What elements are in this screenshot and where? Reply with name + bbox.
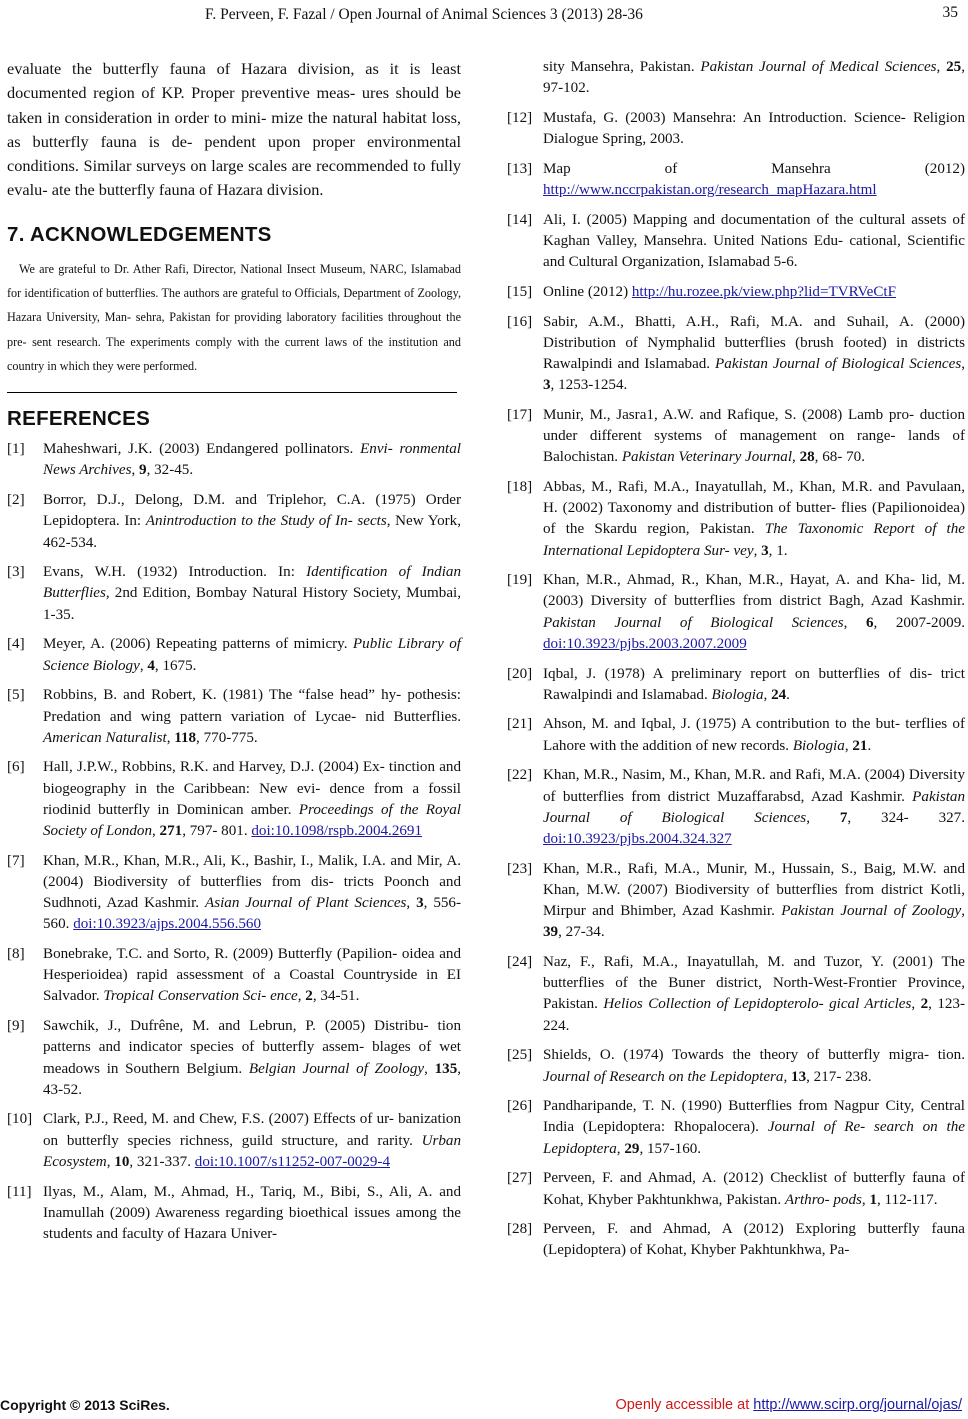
reference-pages: , 1.: [768, 542, 788, 559]
reference-item: [7, 1182, 461, 1246]
reference-number: [10]: [7, 1111, 33, 1128]
reference-authors-title: Iqbal, J. (1978) A preliminary report on butterflies of dis- trict Rawalpindi and Islamabad.: [543, 665, 965, 703]
reference-authors-title: Pandharipande, T. N. (1990) Butterflies from Nagpur City, Central India (Lepidoptera: Rhopalocera).: [543, 1098, 965, 1136]
reference-separator: ,: [961, 903, 965, 920]
reference-link[interactable]: doi:10.1098/rspb.2004.2691: [251, 823, 423, 840]
reference-text: [543, 477, 965, 562]
reference-list-right: [507, 57, 965, 1262]
reference-text: [43, 851, 461, 936]
reference-pages: , 2007-2009.: [873, 614, 966, 631]
reference-link[interactable]: doi:10.3923/ajps.2004.556.560: [73, 916, 262, 933]
reference-volume: 135: [434, 1060, 458, 1077]
reference-authors-title: Munir, M., Jasra1, A.W. and Rafique, S. (2008) Lamb pro- duction under different systems of management on range- lands of Balochistan.: [543, 406, 965, 466]
reference-pages: , 34-51.: [312, 988, 360, 1005]
section-divider: [7, 392, 457, 393]
reference-pages: , 770-775.: [196, 729, 258, 746]
reference-item: [7, 944, 461, 1008]
reference-number: [25]: [507, 1047, 533, 1064]
reference-number: [507, 57, 543, 99]
acknowledgements-text: We are grateful to Dr. Ather Rafi, Director, National Insect Museum, NARC, Islamabad for identification of butterflies. The authors are grateful to Officials, Department of Zoology, Hazara University, Man- sehra, Pakistan for providing laboratory facilities throughout the pre- sent research. The experiments comply with the current laws of the institution and country in which they were performed.: [7, 261, 461, 373]
reference-text: [543, 1168, 965, 1210]
reference-journal: Biologia: [792, 737, 845, 754]
reference-pages: , 797- 801.: [182, 823, 252, 840]
left-column: [7, 57, 461, 1254]
reference-volume: 3: [761, 542, 769, 559]
reference-authors-title: Maheshwari, J.K. (2003) Endangered pollinators.: [43, 441, 361, 458]
reference-volume: 2: [920, 996, 929, 1013]
reference-number: [22]: [507, 767, 533, 784]
reference-pages: , 1675.: [154, 657, 197, 674]
reference-journal: Public Library of Science Biology: [43, 636, 461, 674]
reference-volume: 28: [799, 449, 815, 466]
reference-authors-title: Meyer, A. (2006) Repeating patterns of mimicry.: [43, 636, 353, 653]
reference-volume: 1: [869, 1191, 877, 1208]
reference-pages: , 217- 238.: [806, 1068, 872, 1085]
reference-text: [43, 634, 461, 676]
reference-item: [507, 952, 965, 1037]
reference-journal: Urban Ecosystem: [43, 1132, 461, 1170]
reference-item: [507, 405, 965, 469]
reference-item: [507, 765, 965, 850]
reference-separator: ,: [961, 355, 965, 372]
reference-pages: , 157-160.: [639, 1140, 702, 1157]
reference-separator: ,: [297, 988, 306, 1005]
reference-text: [43, 439, 461, 481]
reference-text: [543, 765, 965, 850]
reference-journal: Anintroduction to the Study of In- sects: [145, 513, 387, 530]
reference-text: [543, 312, 965, 397]
reference-item: [7, 490, 461, 554]
reference-number: [20]: [507, 665, 533, 682]
reference-number: [27]: [507, 1170, 533, 1187]
reference-text: [43, 562, 461, 626]
reference-text: [543, 1096, 965, 1160]
reference-separator: ,: [139, 657, 148, 674]
reference-text: [543, 1219, 965, 1261]
reference-item: [507, 570, 965, 655]
reference-separator: ,: [763, 686, 772, 703]
reference-journal: Tropical Conservation Sci- ence: [103, 988, 298, 1005]
reference-item: [7, 757, 461, 842]
reference-number: [18]: [507, 478, 533, 495]
reference-item: [507, 1096, 965, 1160]
reference-authors-title: Ali, I. (2005) Mapping and documentation of the cultural assets of Kaghan Valley, Mansehra. United Nations Edu- cational, Scientific and Cultural Organization, Islamabad 5-6.: [543, 211, 965, 271]
reference-separator: ,: [106, 1153, 115, 1170]
reference-journal: Pakistan Journal of Medical Sciences: [700, 59, 937, 75]
reference-journal: American Naturalist: [43, 729, 167, 746]
reference-item: [7, 851, 461, 936]
reference-journal: Helios Collection of Lepidopterolo- gical Articles: [603, 996, 912, 1013]
reference-number: [3]: [7, 564, 25, 581]
reference-number: [15]: [507, 283, 533, 300]
reference-text: [543, 108, 965, 150]
reference-item: [507, 1045, 965, 1087]
reference-authors-title: Sawchik, J., Dufrêne, M. and Lebrun, P. (2005) Distribu- tion patterns and indicator species of butterfly assem- blages of wet meadows in Southern Belgium.: [43, 1018, 461, 1077]
reference-text: [43, 757, 461, 842]
reference-item: [507, 57, 965, 99]
reference-volume: 2: [305, 988, 313, 1005]
reference-link[interactable]: http://www.nccrpakistan.org/research_mapHazara.html: [543, 182, 877, 199]
reference-pages: , 27-34.: [558, 924, 605, 941]
reference-authors-title: Borror, D.J., Delong, D.M. and Triplehor, C.A. (1975) Order Lepidoptera. In:: [43, 492, 461, 530]
reference-journal: Journal of Research on the Lepidoptera: [543, 1068, 784, 1085]
page-footer: [0, 1397, 968, 1419]
acknowledgements-heading: 7. ACKNOWLEDGEMENTS: [7, 222, 272, 246]
reference-link[interactable]: doi:10.1007/s11252-007-0029-4: [194, 1153, 390, 1170]
reference-pages: .: [786, 686, 790, 703]
reference-journal: Arthro- pods: [784, 1191, 862, 1208]
copyright-notice: Copyright © 2013 SciRes.: [0, 1397, 170, 1413]
reference-pages: , 321-337.: [129, 1153, 195, 1170]
reference-separator: ,: [406, 895, 417, 912]
page-number: 35: [942, 4, 958, 21]
reference-item: [507, 477, 965, 562]
reference-volume: 25: [946, 59, 962, 75]
reference-text: [43, 685, 461, 749]
reference-pages: , 112-117.: [877, 1191, 938, 1208]
reference-item: [7, 439, 461, 481]
open-access-notice: [615, 1397, 962, 1413]
reference-journal: Pakistan Journal of Biological Sciences: [543, 614, 844, 631]
reference-authors-title: Mustafa, G. (2003) Mansehra: An Introduction. Science- Religion Dialogue Spring, 2003.: [543, 109, 965, 148]
reference-authors-title: Khan, M.R., Nasim, M., Khan, M.R. and Rafi, M.A. (2004) Diversity of butterflies from district Muzaffarabsd, Azad Kashmir.: [543, 767, 965, 805]
reference-journal: Pakistan Journal of Biological Sciences: [715, 355, 962, 372]
reference-separator: ,: [166, 729, 175, 746]
reference-number: [8]: [7, 946, 25, 963]
reference-separator: ,: [792, 449, 800, 466]
reference-pages: , 43-52.: [43, 1060, 462, 1098]
reference-separator: ,: [783, 1068, 792, 1085]
reference-separator: ,: [936, 59, 947, 75]
reference-pages: , 97-102.: [543, 59, 965, 97]
reference-volume: 13: [791, 1068, 807, 1085]
reference-text: [543, 952, 965, 1037]
reference-authors-title: sity Mansehra, Pakistan.: [543, 59, 701, 75]
reference-authors-title: Perveen, F. and Ahmad, A. (2012) Checklist of butterfly fauna of Kohat, Khyber Pakhtunkhwa, Pakistan.: [543, 1170, 965, 1208]
reference-volume: 6: [865, 614, 874, 631]
reference-volume: 9: [139, 462, 147, 479]
reference-list-left: [7, 439, 461, 1245]
reference-volume: 10: [114, 1153, 130, 1170]
reference-number: [19]: [507, 572, 533, 589]
reference-volume: 4: [147, 657, 155, 674]
reference-authors-title: Naz, F., Rafi, M.A., Inayatullah, M. and Tuzor, Y. (2001) The butterflies of the Buner district, North-West-Frontier Province, Pakistan.: [543, 954, 965, 1013]
reference-separator: , 2nd Edition, Bombay Natural History Society, Mumbai, 1-35.: [43, 585, 461, 623]
reference-separator: ,: [844, 737, 853, 754]
reference-journal: Belgian Journal of Zoology: [248, 1060, 425, 1077]
reference-journal: Identification of Indian Butterflies: [43, 564, 462, 602]
reference-volume: 118: [174, 729, 197, 746]
reference-text: [543, 859, 965, 944]
reference-link[interactable]: http://hu.rozee.pk/view.php?lid=TVRVeCtF: [631, 283, 897, 300]
reference-text: [543, 57, 965, 99]
page-header: [0, 4, 968, 26]
reference-authors-title: Hall, J.P.W., Robbins, R.K. and Harvey, D.J. (2004) Ex- tinction and biogeography in the Caribbean: New evi- dence from a fossil riodinid butterfly in Dominican amber.: [43, 759, 461, 818]
references-heading: REFERENCES: [7, 407, 151, 431]
reference-authors-title: Ahson, M. and Iqbal, J. (1975) A contribution to the but- terflies of Lahore with the addition of new records.: [543, 716, 965, 754]
reference-pages: .: [867, 737, 872, 754]
reference-number: [26]: [507, 1098, 533, 1115]
reference-link[interactable]: doi:10.3923/pjbs.2004.324.327: [543, 831, 732, 847]
reference-text: [43, 1109, 461, 1173]
reference-authors-title: Ilyas, M., Alam, M., Ahmad, H., Tariq, M., Bibi, S., Ali, A. and Inamullah (2009) Awareness regarding bioethical issues among the students and faculty of Hazara Univer-: [43, 1183, 461, 1242]
reference-volume: 24: [771, 686, 787, 703]
reference-pages: , 123-224.: [543, 996, 966, 1034]
reference-number: [6]: [7, 759, 25, 776]
reference-text: [543, 1045, 965, 1087]
reference-journal: Envi- ronmental News Archives: [43, 441, 461, 479]
reference-number: [28]: [507, 1221, 533, 1238]
reference-authors-title: Clark, P.J., Reed, M. and Chew, F.S. (2007) Effects of ur- banization on butterfly species richness, guild structure, and rarity.: [43, 1111, 461, 1149]
journal-link[interactable]: http://www.scirp.org/journal/ojas/: [753, 1397, 962, 1413]
reference-number: [17]: [507, 406, 533, 423]
reference-item: [507, 210, 965, 274]
reference-authors-title: Perveen, F. and Ahmad, A (2012) Exploring butterfly fauna (Lepidoptera) of Kohat, Khyber Pakhtunkhwa, Pa-: [543, 1221, 965, 1259]
reference-volume: 3: [543, 377, 551, 394]
reference-number: [4]: [7, 636, 25, 653]
reference-item: [507, 664, 965, 706]
reference-pages: , 556-560.: [43, 895, 461, 933]
reference-item: [507, 859, 965, 944]
reference-item: [507, 714, 965, 756]
reference-item: [7, 634, 461, 676]
reference-authors-title: Bonebrake, T.C. and Sorto, R. (2009) Butterfly (Papilion- oidea and Hesperioidea) rapid assessment of a Coastal Countryside in EI Salvador.: [43, 946, 461, 1005]
reference-text: [43, 1016, 461, 1101]
reference-number: [24]: [507, 954, 533, 971]
reference-text: [43, 944, 461, 1008]
reference-authors-title: Sabir, A.M., Bhatti, A.H., Rafi, M.A. and Suhail, A. (2000) Distribution of Nymphalid butterflies (brush footed) in districts Rawalpindi and Islamabad.: [543, 313, 965, 372]
reference-pages: , 1253-1254.: [550, 377, 628, 394]
reference-authors-title: Khan, M.R., Ahmad, R., Khan, M.R., Hayat, A. and Kha- lid, M. (2003) Diversity of butterflies from district Bagh, Azad Kashmir.: [543, 572, 965, 610]
reference-number: [13]: [507, 160, 533, 177]
reference-text: [43, 1182, 461, 1246]
reference-separator: ,: [152, 823, 160, 840]
reference-text: [543, 282, 965, 303]
reference-pages: , 324- 327.: [847, 809, 966, 826]
reference-number: [2]: [7, 492, 25, 509]
reference-pages: , 32-45.: [146, 462, 194, 479]
reference-authors-title: Robbins, B. and Robert, K. (1981) The “false head” hy- pothesis: Predation and wing pattern variation of Lycae- nid Butterflies.: [43, 687, 461, 725]
reference-number: [14]: [507, 211, 533, 228]
reference-journal: Asian Journal of Plant Sciences: [204, 895, 407, 912]
reference-item: [7, 562, 461, 626]
reference-authors-title: Khan, M.R., Rafi, M.A., Munir, M., Hussain, S., Baig, M.W. and Khan, M.W. (2007) Biodiversity of butterflies from district Kotli, Mirpur and Bhimber, Azad Kashmir.: [543, 860, 965, 920]
reference-text: [543, 405, 965, 469]
reference-item: [507, 1219, 965, 1261]
reference-number: [21]: [507, 716, 533, 733]
reference-journal: Biologia: [711, 686, 764, 703]
reference-text: [543, 570, 965, 655]
reference-item: [507, 312, 965, 397]
reference-separator: ,: [131, 462, 140, 479]
reference-separator: ,: [753, 542, 762, 559]
reference-text: [543, 714, 965, 756]
reference-link[interactable]: doi:10.3923/pjbs.2003.2007.2009: [543, 635, 747, 652]
reference-separator: ,: [911, 996, 921, 1013]
reference-volume: 21: [852, 737, 868, 754]
reference-volume: 29: [624, 1140, 640, 1157]
reference-number: [9]: [7, 1018, 25, 1035]
reference-separator: , New York, 462-534.: [43, 513, 461, 551]
reference-volume: 39: [543, 924, 559, 941]
reference-separator: ,: [861, 1191, 870, 1208]
reference-text: [543, 664, 965, 706]
reference-separator: ,: [424, 1060, 435, 1077]
reference-item: [507, 159, 965, 201]
reference-journal: Pakistan Veterinary Journal: [621, 449, 793, 466]
running-head: F. Perveen, F. Fazal / Open Journal of Animal Sciences 3 (2013) 28-36: [205, 6, 643, 23]
reference-journal: Pakistan Journal of Zoology: [781, 903, 962, 920]
reference-volume: 3: [416, 895, 424, 912]
reference-journal: Journal of Re- search on the Lepidoptera: [543, 1119, 965, 1157]
reference-journal: The Taxonomic Report of the International Lepidoptera Sur- vey: [543, 521, 965, 559]
reference-item: [507, 108, 965, 150]
reference-number: [7]: [7, 852, 25, 869]
reference-number: [23]: [507, 860, 533, 877]
reference-authors-title: Online (2012): [543, 283, 632, 300]
reference-authors-title: Map of Mansehra (2012): [543, 160, 965, 177]
reference-item: [507, 1168, 965, 1210]
reference-journal: Pakistan Journal of Biological Sciences: [543, 788, 965, 826]
reference-authors-title: Evans, W.H. (1932) Introduction. In:: [43, 564, 307, 581]
reference-number: [16]: [507, 313, 533, 330]
reference-number: [5]: [7, 687, 25, 704]
reference-journal: Proceedings of the Royal Society of London: [43, 801, 461, 840]
reference-volume: 7: [839, 809, 848, 826]
reference-volume: 271: [159, 823, 183, 840]
reference-item: [7, 1016, 461, 1101]
reference-item: [7, 1109, 461, 1173]
reference-number: [1]: [7, 441, 25, 458]
intro-paragraph: evaluate the butterfly fauna of Hazara division, as it is least documented region of KP. Proper preventive meas- ures should be taken in consideration in order to mini- mize the natural habitat loss, as butterfly fauna is de- pendent upon proper environmental conditions. Similar surveys on large scales are recommended to fully evalu- ate the butterfly fauna of Hazara division.: [7, 59, 461, 200]
reference-item: [7, 685, 461, 749]
reference-number: [12]: [507, 109, 533, 126]
right-column: [507, 57, 965, 1270]
reference-pages: , 68- 70.: [814, 449, 865, 466]
reference-authors-title: Abbas, M., Rafi, M.A., Inayatullah, M., Khan, M.R. and Pavulaan, H. (2002) Taxonomy and distribution of butter- flies (Papilionoidea) of the Skardu region, Pakistan.: [543, 478, 965, 538]
open-access-label: Openly accessible at: [615, 1397, 754, 1413]
reference-separator: ,: [616, 1140, 625, 1157]
reference-authors-title: Shields, O. (1974) Towards the theory of butterfly migra- tion.: [543, 1047, 965, 1064]
reference-number: [11]: [7, 1183, 32, 1200]
reference-separator: ,: [806, 809, 840, 826]
reference-separator: ,: [843, 614, 866, 631]
reference-text: [543, 210, 965, 274]
reference-item: [507, 282, 965, 303]
reference-authors-title: Khan, M.R., Khan, M.R., Ali, K., Bashir, I., Malik, I.A. and Mir, A. (2004) Biodiversity of butterflies from dis- tricts Poonch and Sudhnoti, Azad Kashmir.: [43, 852, 461, 912]
reference-text: [43, 490, 461, 554]
reference-text: [543, 159, 965, 201]
